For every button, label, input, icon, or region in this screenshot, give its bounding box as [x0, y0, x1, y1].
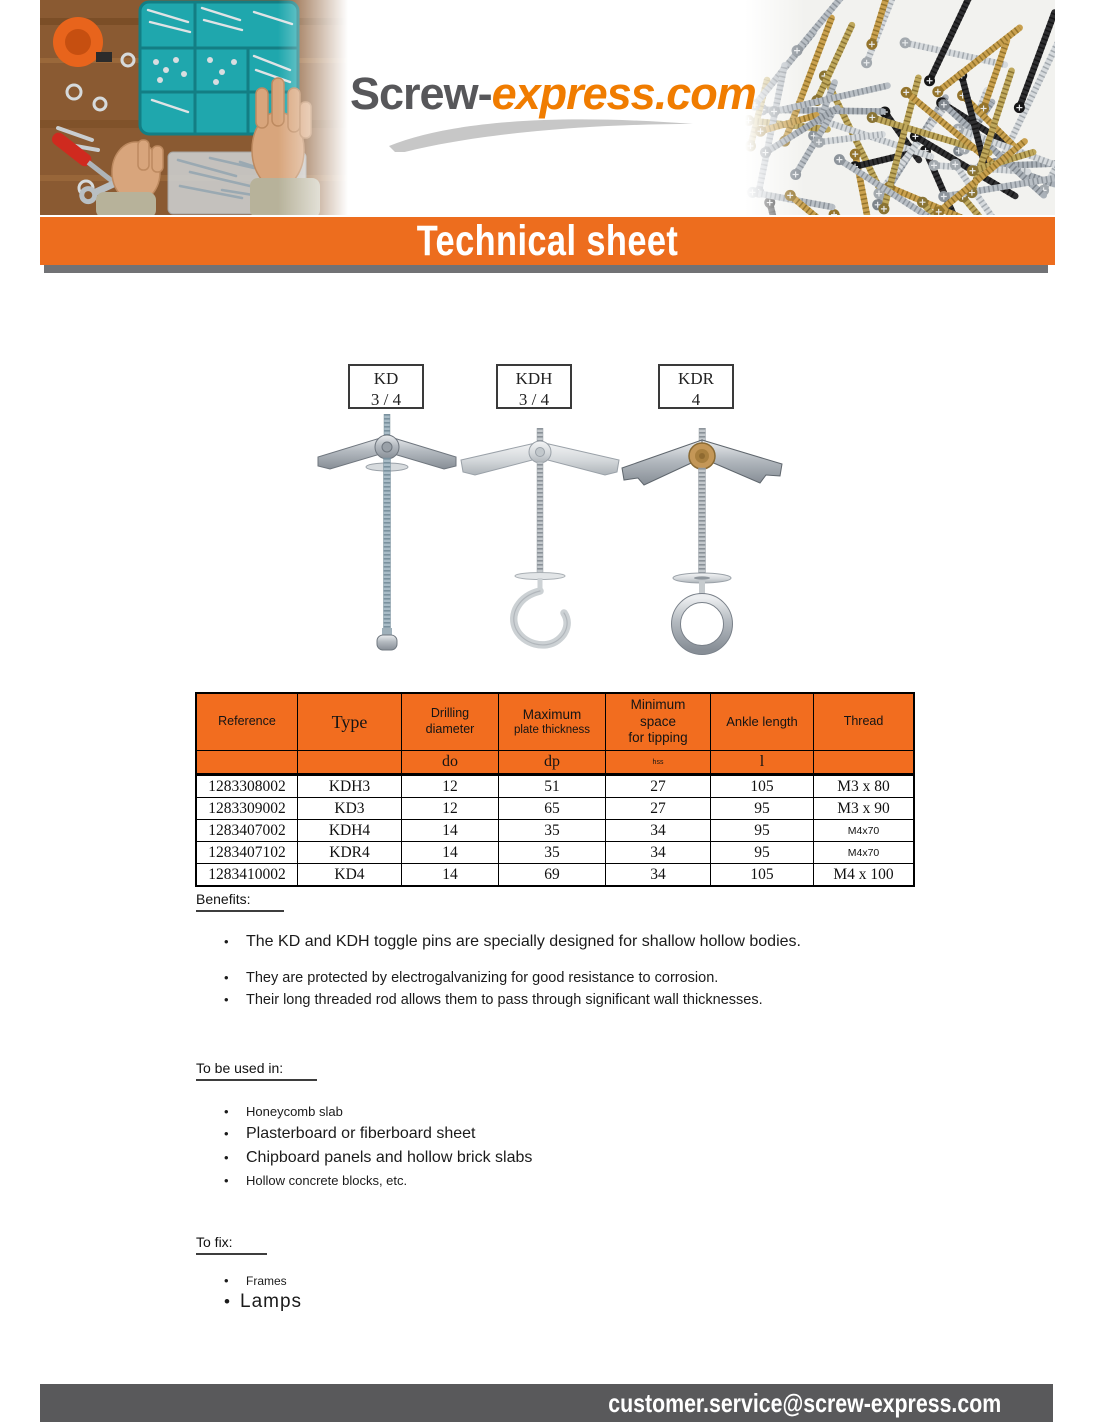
- table-cell: 105: [711, 864, 814, 887]
- table-row: [196, 864, 914, 887]
- table-cell: 69: [499, 864, 606, 887]
- product-code: KD: [373, 369, 399, 388]
- table-cell: 35: [499, 820, 606, 842]
- kd-product-image: [302, 414, 472, 658]
- product-label-kdh: [496, 364, 572, 409]
- table-subheader-cell: dp: [499, 751, 606, 775]
- workbench-photo: [40, 0, 348, 215]
- product-code: KDH: [515, 369, 553, 388]
- table-cell: M3 x 90: [814, 798, 915, 820]
- table-subheader-cell: [196, 751, 298, 775]
- table-cell: 12: [402, 775, 499, 798]
- product-size: 3 / 4: [518, 389, 550, 409]
- spec-table: [195, 692, 915, 887]
- table-row: [196, 798, 914, 820]
- bullet-dot: •: [224, 970, 229, 985]
- table-cell: 14: [402, 842, 499, 864]
- screws-photo: [745, 0, 1055, 215]
- list-item: [224, 1291, 956, 1313]
- list-item: [224, 990, 956, 1010]
- kdh-product-image: [455, 428, 625, 656]
- table-subheader-cell: [814, 751, 915, 775]
- kdr-product-image: [614, 428, 790, 660]
- table-header-cell: Ankle length: [711, 693, 814, 751]
- table-cell: 105: [711, 775, 814, 798]
- benefits-list: [196, 932, 956, 1010]
- benefits-section: [196, 891, 956, 1012]
- used-in-list: [196, 1103, 956, 1189]
- brand-logo: [350, 68, 756, 152]
- spec-table-body: [196, 775, 914, 887]
- table-subheader-cell: do: [402, 751, 499, 775]
- table-cell: 1283407002: [196, 820, 298, 842]
- bullet-dot: •: [224, 934, 229, 949]
- table-cell: KDR4: [298, 842, 402, 864]
- brand-name-part2: express.com: [491, 68, 756, 119]
- footer-email: customer.service@screw-express.com: [608, 1388, 1001, 1418]
- list-item-text: Hollow concrete blocks, etc.: [246, 1173, 408, 1188]
- table-cell: 14: [402, 820, 499, 842]
- list-item: [224, 932, 956, 952]
- table-cell: M3 x 80: [814, 775, 915, 798]
- table-subheader-cell: hss: [606, 751, 711, 775]
- list-item-text: Plasterboard or fiberboard sheet: [246, 1125, 476, 1142]
- list-item-text: Lamps: [240, 1291, 303, 1312]
- list-item-text: Frames: [246, 1274, 287, 1288]
- bullet-dot: •: [224, 1150, 229, 1165]
- technical-sheet-banner: [40, 217, 1055, 265]
- table-header-cell: Minimum space for tipping: [606, 693, 711, 751]
- table-cell: 27: [606, 775, 711, 798]
- list-item: [224, 968, 956, 988]
- banner-title: Technical sheet: [416, 217, 679, 265]
- list-item: [224, 1172, 956, 1189]
- to-fix-heading: To fix:: [196, 1234, 267, 1255]
- table-cell: 65: [499, 798, 606, 820]
- table-row: [196, 820, 914, 842]
- footer-bar: [40, 1384, 1053, 1422]
- table-cell: M4x70: [814, 820, 915, 842]
- table-row: [196, 775, 914, 798]
- list-item-text: Chipboard panels and hollow brick slabs: [246, 1149, 533, 1166]
- product-label-kd: [348, 364, 424, 409]
- spec-table-head: [196, 693, 914, 775]
- table-cell: 35: [499, 842, 606, 864]
- table-cell: 1283308002: [196, 775, 298, 798]
- table-cell: 51: [499, 775, 606, 798]
- table-cell: 95: [711, 820, 814, 842]
- banner-underline-strip: [44, 265, 1048, 273]
- brand-name-part1: Screw-: [350, 68, 492, 119]
- to-fix-section: [196, 1234, 956, 1317]
- table-cell: 1283309002: [196, 798, 298, 820]
- table-cell: 34: [606, 820, 711, 842]
- bullet-dot: •: [224, 992, 229, 1007]
- brand-logo-text: [350, 68, 756, 120]
- table-cell: 34: [606, 842, 711, 864]
- bullet-dot: •: [224, 1292, 231, 1311]
- product-code: KDR: [678, 369, 714, 388]
- list-item-text: Honeycomb slab: [246, 1104, 343, 1119]
- table-header-cell: Type: [298, 693, 402, 751]
- table-cell: KDH3: [298, 775, 402, 798]
- table-cell: 27: [606, 798, 711, 820]
- list-item-text: Their long threaded rod allows them to pass through significant wall thicknesses.: [246, 992, 763, 1008]
- table-cell: 12: [402, 798, 499, 820]
- bullet-dot: •: [224, 1173, 229, 1188]
- to-fix-list: [196, 1273, 956, 1313]
- table-cell: 95: [711, 798, 814, 820]
- table-header-row: [196, 693, 914, 751]
- table-subheader-cell: [298, 751, 402, 775]
- table-header-cell: Maximum plate thickness: [499, 693, 606, 751]
- table-cell: KD3: [298, 798, 402, 820]
- table-cell: 34: [606, 864, 711, 887]
- bullet-dot: •: [224, 1126, 229, 1141]
- list-item: [224, 1103, 956, 1120]
- table-cell: M4x70: [814, 842, 915, 864]
- table-header-cell: Reference: [196, 693, 298, 751]
- table-subheader-row: [196, 751, 914, 775]
- list-item: [224, 1273, 956, 1289]
- product-label-kdr: [658, 364, 734, 409]
- list-item: [224, 1124, 956, 1144]
- table-subheader-cell: l: [711, 751, 814, 775]
- table-cell: KDH4: [298, 820, 402, 842]
- product-size: 4: [691, 389, 701, 409]
- product-size: 3 / 4: [370, 389, 402, 409]
- table-header-cell: Drilling diameter: [402, 693, 499, 751]
- used-in-heading: To be used in:: [196, 1060, 317, 1081]
- bullet-dot: •: [224, 1104, 229, 1119]
- list-item-text: They are protected by electrogalvanizing for good resistance to corrosion.: [246, 970, 719, 986]
- list-item-text: The KD and KDH toggle pins are specially designed for shallow hollow bodies.: [246, 933, 801, 950]
- benefits-heading: Benefits:: [196, 891, 284, 912]
- table-row: [196, 842, 914, 864]
- table-cell: 1283410002: [196, 864, 298, 887]
- table-header-cell: Thread: [814, 693, 915, 751]
- table-cell: M4 x 100: [814, 864, 915, 887]
- list-item: [224, 1148, 956, 1168]
- table-cell: 1283407102: [196, 842, 298, 864]
- table-cell: KD4: [298, 864, 402, 887]
- table-cell: 95: [711, 842, 814, 864]
- table-cell: 14: [402, 864, 499, 887]
- used-in-section: [196, 1060, 956, 1193]
- bullet-dot: •: [224, 1273, 229, 1288]
